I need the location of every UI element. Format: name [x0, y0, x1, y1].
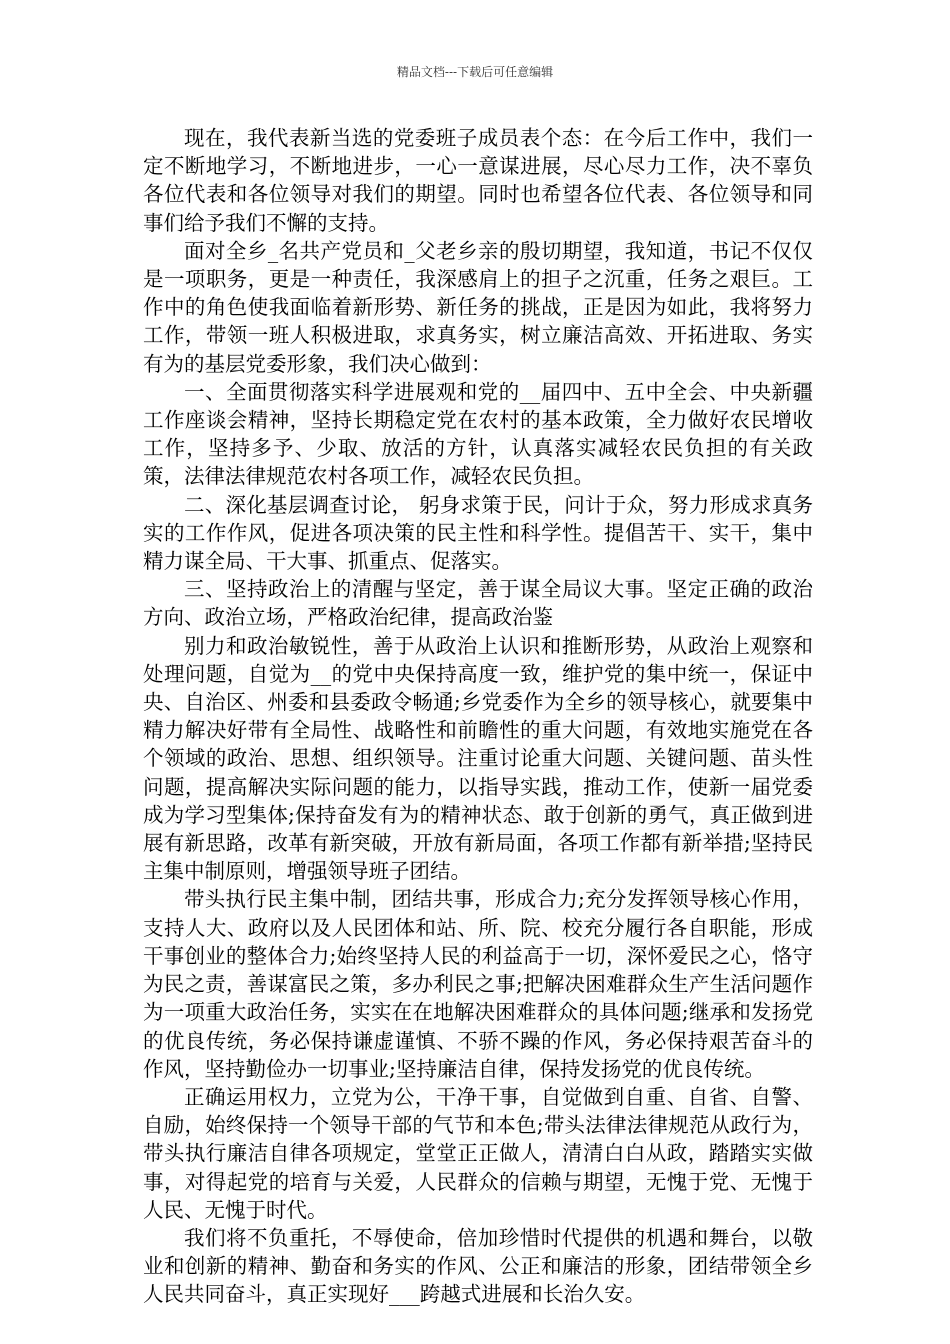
paragraph: 正确运用权力，立党为公，干净干事，自觉做到自重、自省、自警、自励，始终保持一个领导干部的气节和本色;带头法律法律规范从政行为，带头执行廉洁自律各项规定，堂堂正正做人，清清白白从政，踏踏实实做事，对得起党的培育与关爱，人民群众的信赖与期望，无愧于党、无愧于人民、无愧于时代。 — [143, 1084, 813, 1222]
paragraph: 面对全乡_名共产党员和_父老乡亲的殷切期望，我知道，书记不仅仅是一项职务，更是一种责任，我深感肩上的担子之沉重，任务之艰巨。工作中的角色使我面临着新形势、新任务的挑战，正是因为如此，我将努力工作，带领一班人积极进取，求真务实，树立廉洁高效、开拓进取、务实有为的基层党委形象，我们决心做到： — [143, 238, 813, 376]
paragraph: 二、深化基层调查讨论， 躬身求策于民，问计于众，努力形成求真务实的工作作风，促进各项决策的民主性和科学性。提倡苦干、实干，集中精力谋全局、干大事、抓重点、促落实。 — [143, 492, 813, 574]
paragraph: 现在，我代表新当选的党委班子成员表个态：在今后工作中，我们一定不断地学习，不断地进步，一心一意谋进展，尽心尽力工作，决不辜负各位代表和各位领导对我们的期望。同时也希望各位代表、各位领导和同事们给予我们不懈的支持。 — [143, 126, 813, 235]
paragraph: 别力和政治敏锐性，善于从政治上认识和推断形势，从政治上观察和处理问题，自觉为__的党中央保持高度一致，维护党的集中统一，保证中央、自治区、州委和县委政令畅通;乡党委作为全乡的领导核心，就要集中精力解决好带有全局性、战略性和前瞻性的重大问题，有效地实施党在各个领域的政治、思想、组织领导。注重讨论重大问题、关键问题、苗头性问题，提高解决实际问题的能力，以指导实践，推动工作，使新一届党委成为学习型集体;保持奋发有为的精神状态、敢于创新的勇气，真正做到进展有新思路，改革有新突破，开放有新局面，各项工作都有新举措;坚持民主集中制原则，增强领导班子团结。 — [143, 633, 813, 884]
page-header: 精品文档---下载后可任意编辑 — [396, 65, 554, 79]
document-body — [143, 124, 813, 1309]
paragraph: 一、全面贯彻落实科学进展观和党的__届四中、五中全会、中央新疆工作座谈会精神，坚持长期稳定党在农村的基本政策，全力做好农民增收工作，坚持多予、少取、放活的方针，认真落实减轻农民负担的有关政策，法律法律规范农村各项工作，减轻农民负担。 — [143, 379, 813, 489]
paragraph: 带头执行民主集中制，团结共事，形成合力;充分发挥领导核心作用，支持人大、政府以及人民团体和站、所、院、校充分履行各自职能，形成干事创业的整体合力;始终坚持人民的利益高于一切，深怀爱民之心，恪守为民之责，善谋富民之策，多办利民之事;把解决困难群众生产生活问题作为一项重大政治任务，实实在在地解决困难群众的具体问题;继承和发扬党的优良传统，务必保持谦虚谨慎、不骄不躁的作风，务必保持艰苦奋斗的作风，坚持勤俭办一切事业;坚持廉洁自律，保持发扬党的优良传统。 — [143, 887, 813, 1081]
paragraph: 我们将不负重托，不辱使命，倍加珍惜时代提供的机遇和舞台，以敬业和创新的精神、勤奋和务实的作风、公正和廉洁的形象，团结带领全乡人民共同奋斗，真正实现好___跨越式进展和长治久安。 — [143, 1225, 813, 1307]
paragraph: 三、坚持政治上的清醒与坚定，善于谋全局议大事。坚定正确的政治方向、政治立场，严格政治纪律，提高政治鉴 — [143, 577, 813, 630]
